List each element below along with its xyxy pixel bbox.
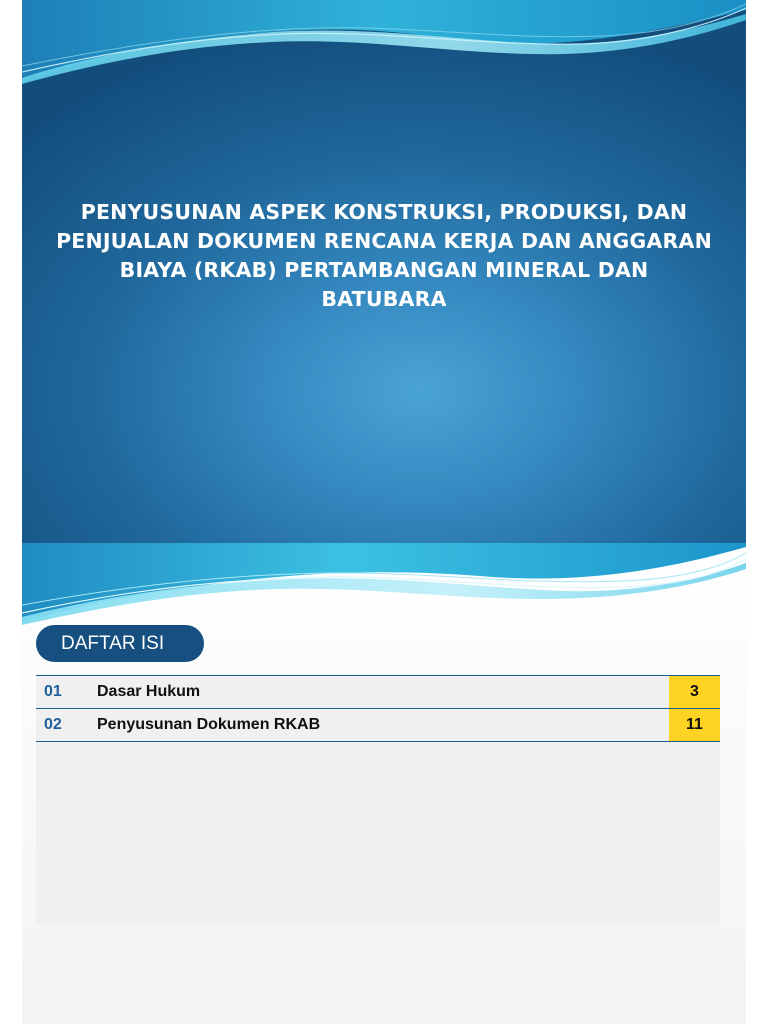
toc-item-page: 11 [669, 709, 720, 741]
toc-item-label: Penyusunan Dokumen RKAB [97, 716, 321, 733]
toc-item-number: 02 [44, 716, 62, 733]
toc-table [36, 675, 720, 925]
toc-heading: DAFTAR ISI [36, 625, 204, 662]
decorative-wave-toc [22, 543, 746, 625]
toc-item-number: 01 [44, 683, 62, 700]
toc-row[interactable] [36, 675, 720, 708]
cover-title-line-1: PENYUSUNAN ASPEK KONSTRUKSI, PRODUKSI, DAN [80, 200, 688, 224]
cover-title-line-3: BIAYA (RKAB) PERTAMBANGAN MINERAL DAN [119, 258, 649, 282]
toc-item-page: 3 [669, 676, 720, 708]
decorative-wave-top [22, 0, 746, 90]
cover-title [22, 198, 746, 314]
cover-slide [22, 0, 746, 543]
cover-title-line-4: BATUBARA [321, 287, 447, 311]
toc-slide [22, 543, 746, 1024]
toc-row[interactable] [36, 708, 720, 742]
toc-item-label: Dasar Hukum [97, 683, 201, 700]
cover-title-line-2: PENJUALAN DOKUMEN RENCANA KERJA DAN ANGGARAN [56, 229, 712, 253]
